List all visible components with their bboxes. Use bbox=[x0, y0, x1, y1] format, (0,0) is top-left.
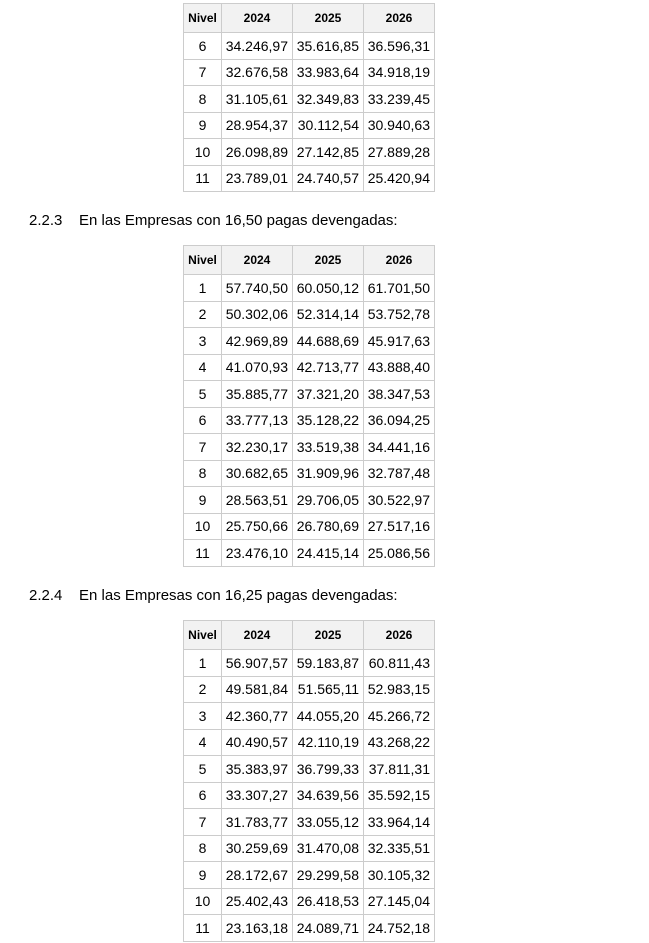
header-year: 2026 bbox=[364, 246, 435, 275]
table-row bbox=[184, 513, 435, 540]
salary-cell: 38.347,53 bbox=[364, 381, 435, 408]
nivel-cell: 10 bbox=[184, 513, 222, 540]
salary-cell: 33.983,64 bbox=[293, 59, 364, 86]
salary-cell: 27.142,85 bbox=[293, 139, 364, 166]
salary-cell: 41.070,93 bbox=[222, 354, 293, 381]
salary-cell: 30.682,65 bbox=[222, 460, 293, 487]
salary-cell: 35.592,15 bbox=[364, 782, 435, 809]
table-row bbox=[184, 888, 435, 915]
table-row bbox=[184, 328, 435, 355]
salary-cell: 50.302,06 bbox=[222, 301, 293, 328]
salary-cell: 27.517,16 bbox=[364, 513, 435, 540]
salary-cell: 42.360,77 bbox=[222, 703, 293, 730]
salary-cell: 31.470,08 bbox=[293, 835, 364, 862]
header-year: 2025 bbox=[293, 246, 364, 275]
salary-cell: 31.105,61 bbox=[222, 86, 293, 113]
salary-cell: 28.954,37 bbox=[222, 112, 293, 139]
header-nivel: Nivel bbox=[184, 4, 222, 33]
salary-cell: 32.787,48 bbox=[364, 460, 435, 487]
table-row bbox=[184, 650, 435, 677]
table-row bbox=[184, 275, 435, 302]
salary-cell: 30.105,32 bbox=[364, 862, 435, 889]
salary-cell: 26.418,53 bbox=[293, 888, 364, 915]
nivel-cell: 11 bbox=[184, 915, 222, 942]
table-row bbox=[184, 86, 435, 113]
salary-cell: 44.688,69 bbox=[293, 328, 364, 355]
nivel-cell: 11 bbox=[184, 540, 222, 567]
nivel-cell: 8 bbox=[184, 460, 222, 487]
table-row bbox=[184, 540, 435, 567]
table-row bbox=[184, 354, 435, 381]
nivel-cell: 7 bbox=[184, 59, 222, 86]
salary-cell: 37.321,20 bbox=[293, 381, 364, 408]
table-row bbox=[184, 460, 435, 487]
salary-cell: 60.050,12 bbox=[293, 275, 364, 302]
salary-cell: 52.983,15 bbox=[364, 676, 435, 703]
salary-cell: 33.055,12 bbox=[293, 809, 364, 836]
table-row bbox=[184, 487, 435, 514]
section-heading-2-2-3 bbox=[29, 212, 398, 229]
table-row bbox=[184, 809, 435, 836]
nivel-cell: 6 bbox=[184, 33, 222, 60]
nivel-cell: 9 bbox=[184, 487, 222, 514]
table-row bbox=[184, 676, 435, 703]
nivel-cell: 1 bbox=[184, 275, 222, 302]
salary-cell: 35.128,22 bbox=[293, 407, 364, 434]
salary-cell: 32.335,51 bbox=[364, 835, 435, 862]
salary-cell: 30.112,54 bbox=[293, 112, 364, 139]
section-number: 2.2.4 bbox=[29, 587, 63, 604]
table-row bbox=[184, 165, 435, 192]
salary-cell: 49.581,84 bbox=[222, 676, 293, 703]
salary-cell: 33.777,13 bbox=[222, 407, 293, 434]
salary-cell: 23.476,10 bbox=[222, 540, 293, 567]
salary-cell: 56.907,57 bbox=[222, 650, 293, 677]
table-row bbox=[184, 407, 435, 434]
salary-cell: 36.094,25 bbox=[364, 407, 435, 434]
table-row bbox=[184, 139, 435, 166]
table-row bbox=[184, 915, 435, 942]
salary-cell: 42.969,89 bbox=[222, 328, 293, 355]
section-title: En las Empresas con 16,25 pagas devengadas: bbox=[79, 587, 398, 604]
nivel-cell: 2 bbox=[184, 676, 222, 703]
salary-cell: 32.676,58 bbox=[222, 59, 293, 86]
nivel-cell: 4 bbox=[184, 729, 222, 756]
salary-cell: 59.183,87 bbox=[293, 650, 364, 677]
salary-cell: 61.701,50 bbox=[364, 275, 435, 302]
salary-cell: 34.918,19 bbox=[364, 59, 435, 86]
salary-cell: 27.145,04 bbox=[364, 888, 435, 915]
table-row bbox=[184, 301, 435, 328]
salary-cell: 35.383,97 bbox=[222, 756, 293, 783]
salary-cell: 33.239,45 bbox=[364, 86, 435, 113]
salary-cell: 25.402,43 bbox=[222, 888, 293, 915]
header-year: 2024 bbox=[222, 621, 293, 650]
header-year: 2026 bbox=[364, 621, 435, 650]
table-row bbox=[184, 703, 435, 730]
salary-cell: 27.889,28 bbox=[364, 139, 435, 166]
salary-cell: 32.349,83 bbox=[293, 86, 364, 113]
header-year: 2025 bbox=[293, 621, 364, 650]
salary-cell: 24.752,18 bbox=[364, 915, 435, 942]
table-header-row bbox=[184, 4, 435, 33]
salary-cell: 24.089,71 bbox=[293, 915, 364, 942]
salary-cell: 25.750,66 bbox=[222, 513, 293, 540]
table-row bbox=[184, 729, 435, 756]
salary-cell: 42.110,19 bbox=[293, 729, 364, 756]
nivel-cell: 3 bbox=[184, 328, 222, 355]
salary-cell: 57.740,50 bbox=[222, 275, 293, 302]
salary-cell: 53.752,78 bbox=[364, 301, 435, 328]
nivel-cell: 6 bbox=[184, 782, 222, 809]
nivel-cell: 2 bbox=[184, 301, 222, 328]
salary-cell: 31.783,77 bbox=[222, 809, 293, 836]
table-row bbox=[184, 59, 435, 86]
nivel-cell: 8 bbox=[184, 86, 222, 113]
nivel-cell: 11 bbox=[184, 165, 222, 192]
salary-cell: 30.940,63 bbox=[364, 112, 435, 139]
nivel-cell: 3 bbox=[184, 703, 222, 730]
nivel-cell: 10 bbox=[184, 139, 222, 166]
section-title: En las Empresas con 16,50 pagas devengadas: bbox=[79, 212, 398, 229]
salary-cell: 25.086,56 bbox=[364, 540, 435, 567]
table-row bbox=[184, 862, 435, 889]
salary-table-16-25-pagas bbox=[183, 620, 435, 942]
salary-cell: 33.307,27 bbox=[222, 782, 293, 809]
nivel-cell: 4 bbox=[184, 354, 222, 381]
salary-cell: 51.565,11 bbox=[293, 676, 364, 703]
salary-cell: 33.519,38 bbox=[293, 434, 364, 461]
nivel-cell: 5 bbox=[184, 381, 222, 408]
salary-cell: 30.522,97 bbox=[364, 487, 435, 514]
header-nivel: Nivel bbox=[184, 621, 222, 650]
table-row bbox=[184, 782, 435, 809]
salary-cell: 36.799,33 bbox=[293, 756, 364, 783]
salary-cell: 52.314,14 bbox=[293, 301, 364, 328]
nivel-cell: 10 bbox=[184, 888, 222, 915]
salary-cell: 25.420,94 bbox=[364, 165, 435, 192]
salary-cell: 33.964,14 bbox=[364, 809, 435, 836]
header-year: 2026 bbox=[364, 4, 435, 33]
table-row bbox=[184, 434, 435, 461]
section-number: 2.2.3 bbox=[29, 212, 63, 229]
table-header-row bbox=[184, 621, 435, 650]
salary-cell: 34.639,56 bbox=[293, 782, 364, 809]
salary-cell: 26.780,69 bbox=[293, 513, 364, 540]
salary-cell: 36.596,31 bbox=[364, 33, 435, 60]
salary-cell: 31.909,96 bbox=[293, 460, 364, 487]
salary-cell: 43.888,40 bbox=[364, 354, 435, 381]
salary-cell: 26.098,89 bbox=[222, 139, 293, 166]
salary-cell: 23.163,18 bbox=[222, 915, 293, 942]
salary-cell: 35.885,77 bbox=[222, 381, 293, 408]
table-row bbox=[184, 756, 435, 783]
salary-cell: 29.299,58 bbox=[293, 862, 364, 889]
salary-cell: 34.441,16 bbox=[364, 434, 435, 461]
nivel-cell: 9 bbox=[184, 862, 222, 889]
table-header-row bbox=[184, 246, 435, 275]
nivel-cell: 6 bbox=[184, 407, 222, 434]
table-row bbox=[184, 835, 435, 862]
nivel-cell: 7 bbox=[184, 809, 222, 836]
table-row bbox=[184, 33, 435, 60]
salary-table-continued bbox=[183, 3, 435, 192]
salary-cell: 35.616,85 bbox=[293, 33, 364, 60]
nivel-cell: 7 bbox=[184, 434, 222, 461]
header-year: 2024 bbox=[222, 246, 293, 275]
salary-cell: 43.268,22 bbox=[364, 729, 435, 756]
salary-cell: 42.713,77 bbox=[293, 354, 364, 381]
salary-cell: 24.740,57 bbox=[293, 165, 364, 192]
salary-cell: 40.490,57 bbox=[222, 729, 293, 756]
header-year: 2025 bbox=[293, 4, 364, 33]
header-year: 2024 bbox=[222, 4, 293, 33]
salary-cell: 29.706,05 bbox=[293, 487, 364, 514]
salary-cell: 44.055,20 bbox=[293, 703, 364, 730]
salary-cell: 45.917,63 bbox=[364, 328, 435, 355]
salary-cell: 28.172,67 bbox=[222, 862, 293, 889]
nivel-cell: 1 bbox=[184, 650, 222, 677]
nivel-cell: 8 bbox=[184, 835, 222, 862]
salary-cell: 45.266,72 bbox=[364, 703, 435, 730]
salary-cell: 32.230,17 bbox=[222, 434, 293, 461]
salary-cell: 37.811,31 bbox=[364, 756, 435, 783]
salary-cell: 34.246,97 bbox=[222, 33, 293, 60]
table-row bbox=[184, 112, 435, 139]
salary-cell: 30.259,69 bbox=[222, 835, 293, 862]
salary-cell: 24.415,14 bbox=[293, 540, 364, 567]
section-heading-2-2-4 bbox=[29, 587, 398, 604]
salary-cell: 23.789,01 bbox=[222, 165, 293, 192]
salary-table-16-50-pagas bbox=[183, 245, 435, 567]
header-nivel: Nivel bbox=[184, 246, 222, 275]
nivel-cell: 9 bbox=[184, 112, 222, 139]
table-row bbox=[184, 381, 435, 408]
nivel-cell: 5 bbox=[184, 756, 222, 783]
salary-cell: 60.811,43 bbox=[364, 650, 435, 677]
salary-cell: 28.563,51 bbox=[222, 487, 293, 514]
